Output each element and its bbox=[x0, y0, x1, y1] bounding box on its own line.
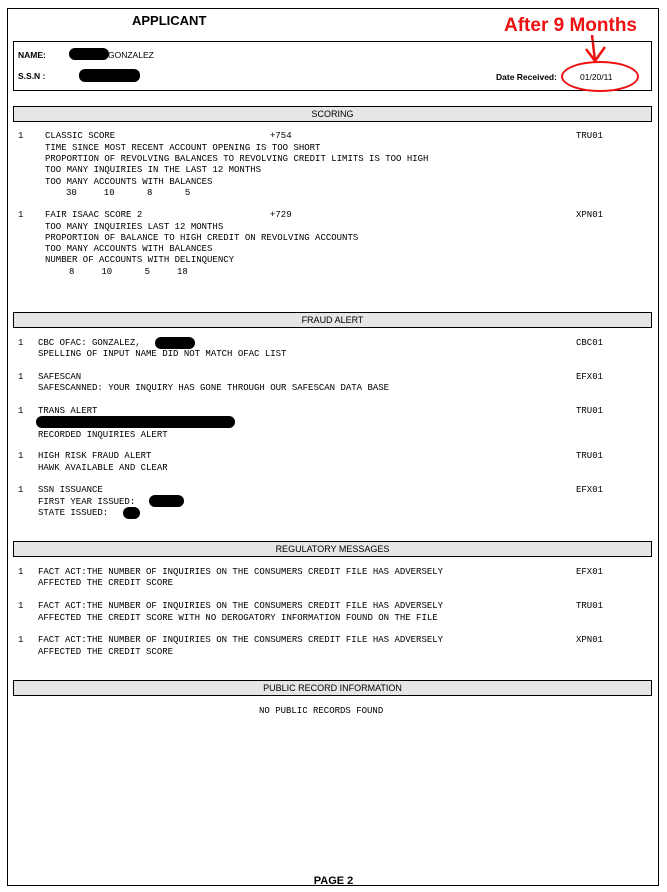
alert-detail: FIRST YEAR ISSUED: bbox=[38, 497, 136, 507]
page-title: APPLICANT bbox=[132, 13, 207, 28]
reason-line: TOO MANY INQUIRIES IN THE LAST 12 MONTHS bbox=[45, 165, 262, 175]
reason-line: PROPORTION OF REVOLVING BALANCES TO REVOLVING CREDIT LIMITS IS TOO HIGH bbox=[45, 154, 429, 164]
source-code: EFX01 bbox=[576, 372, 604, 382]
section-header-scoring: SCORING bbox=[13, 106, 652, 122]
source-code: TRU01 bbox=[576, 131, 604, 141]
score-name: CLASSIC SCORE bbox=[45, 131, 116, 141]
ssn-label: S.S.N : bbox=[18, 71, 46, 81]
date-highlight-circle bbox=[561, 61, 639, 92]
redaction bbox=[149, 495, 184, 507]
page-number: PAGE 2 bbox=[313, 875, 354, 887]
alert-title: HIGH RISK FRAUD ALERT bbox=[38, 451, 152, 461]
reason-codes: 8 10 5 18 bbox=[69, 267, 188, 277]
message-line: AFFECTED THE CREDIT SCORE WITH NO DEROGATORY INFORMATION FOUND ON THE FILE bbox=[38, 613, 438, 623]
name-label: NAME: bbox=[18, 50, 46, 60]
alert-title: TRANS ALERT bbox=[38, 406, 98, 416]
redaction bbox=[155, 337, 195, 349]
reason-line: TIME SINCE MOST RECENT ACCOUNT OPENING IS TOO SHORT bbox=[45, 143, 321, 153]
section-header-fraud-alert: FRAUD ALERT bbox=[13, 312, 652, 328]
message-line: FACT ACT:THE NUMBER OF INQUIRIES ON THE CONSUMERS CREDIT FILE HAS ADVERSELY bbox=[38, 601, 444, 611]
source-code: XPN01 bbox=[576, 635, 604, 645]
source-code: TRU01 bbox=[576, 601, 604, 611]
score-name: FAIR ISAAC SCORE 2 bbox=[45, 210, 143, 220]
entry-number: 1 bbox=[18, 635, 24, 645]
source-code: TRU01 bbox=[576, 406, 604, 416]
message-line: AFFECTED THE CREDIT SCORE bbox=[38, 578, 174, 588]
entry-number: 1 bbox=[18, 567, 24, 577]
message-line: FACT ACT:THE NUMBER OF INQUIRIES ON THE CONSUMERS CREDIT FILE HAS ADVERSELY bbox=[38, 567, 444, 577]
source-code: EFX01 bbox=[576, 567, 604, 577]
message-line: FACT ACT:THE NUMBER OF INQUIRIES ON THE CONSUMERS CREDIT FILE HAS ADVERSELY bbox=[38, 635, 444, 645]
reason-line: TOO MANY ACCOUNTS WITH BALANCES bbox=[45, 244, 213, 254]
reason-line: PROPORTION OF BALANCE TO HIGH CREDIT ON REVOLVING ACCOUNTS bbox=[45, 233, 359, 243]
name-value: GONZALEZ bbox=[108, 50, 154, 60]
entry-number: 1 bbox=[18, 210, 24, 220]
entry-number: 1 bbox=[18, 451, 24, 461]
source-code: XPN01 bbox=[576, 210, 604, 220]
redaction-ssn bbox=[79, 69, 140, 82]
entry-number: 1 bbox=[18, 406, 24, 416]
redaction bbox=[36, 416, 235, 428]
message-line: AFFECTED THE CREDIT SCORE bbox=[38, 647, 174, 657]
alert-title: CBC OFAC: GONZALEZ, bbox=[38, 338, 141, 348]
entry-number: 1 bbox=[18, 131, 24, 141]
date-received-label: Date Received: bbox=[496, 72, 557, 82]
alert-detail: HAWK AVAILABLE AND CLEAR bbox=[38, 463, 168, 473]
alert-detail: RECORDED INQUIRIES ALERT bbox=[38, 430, 168, 440]
source-code: TRU01 bbox=[576, 451, 604, 461]
entry-number: 1 bbox=[18, 485, 24, 495]
applicant-box bbox=[13, 41, 652, 91]
reason-codes: 30 10 8 5 bbox=[66, 188, 191, 198]
reason-line: TOO MANY INQUIRIES LAST 12 MONTHS bbox=[45, 222, 224, 232]
entry-number: 1 bbox=[18, 601, 24, 611]
alert-detail: SAFESCANNED: YOUR INQUIRY HAS GONE THROUGH OUR SAFESCAN DATA BASE bbox=[38, 383, 390, 393]
source-code: CBC01 bbox=[576, 338, 604, 348]
reason-line: TOO MANY ACCOUNTS WITH BALANCES bbox=[45, 177, 213, 187]
entry-number: 1 bbox=[18, 338, 24, 348]
redaction-name bbox=[69, 48, 109, 60]
entry-number: 1 bbox=[18, 372, 24, 382]
alert-title: SAFESCAN bbox=[38, 372, 82, 382]
section-header-regulatory: REGULATORY MESSAGES bbox=[13, 541, 652, 557]
annotation-label: After 9 Months bbox=[504, 15, 637, 36]
source-code: EFX01 bbox=[576, 485, 604, 495]
alert-detail: SPELLING OF INPUT NAME DID NOT MATCH OFAC LIST bbox=[38, 349, 287, 359]
redaction bbox=[123, 507, 140, 519]
reason-line: NUMBER OF ACCOUNTS WITH DELINQUENCY bbox=[45, 255, 235, 265]
score-value: +729 bbox=[270, 210, 292, 220]
section-header-public-records: PUBLIC RECORD INFORMATION bbox=[13, 680, 652, 696]
no-public-records-message: NO PUBLIC RECORDS FOUND bbox=[259, 706, 384, 716]
alert-title: SSN ISSUANCE bbox=[38, 485, 103, 495]
alert-detail: STATE ISSUED: bbox=[38, 508, 109, 518]
date-received-value: 01/20/11 bbox=[580, 72, 613, 82]
score-value: +754 bbox=[270, 131, 292, 141]
